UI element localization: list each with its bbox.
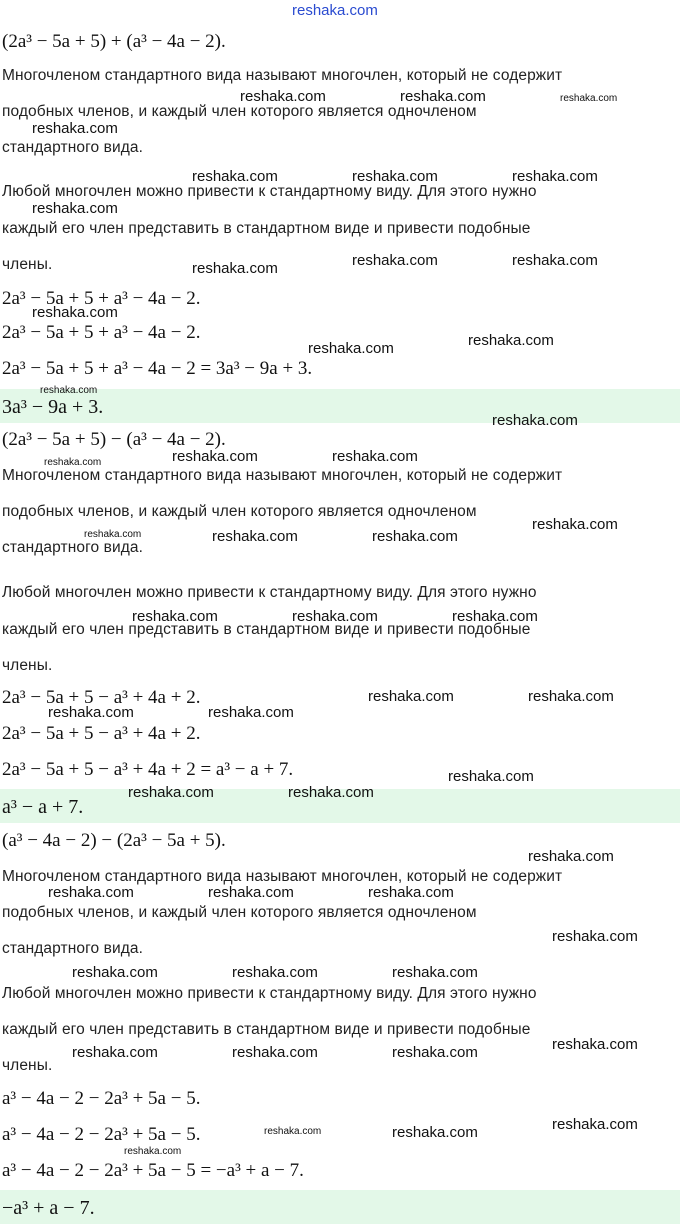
watermark: reshaka.com xyxy=(308,340,394,357)
rule-line-3c: члены. xyxy=(2,1057,53,1074)
watermark: reshaka.com xyxy=(48,884,134,901)
definition-line-3a: Многочленом стандартного вида называют многочлен, который не содержит xyxy=(2,868,563,885)
watermark: reshaka.com xyxy=(72,964,158,981)
watermark: reshaka.com xyxy=(352,168,438,185)
definition-line-1a: Многочленом стандартного вида называют многочлен, который не содержит xyxy=(2,67,563,84)
watermark: reshaka.com xyxy=(44,457,102,468)
watermark: reshaka.com xyxy=(288,784,374,801)
watermark: reshaka.com xyxy=(512,252,598,269)
answer-band-3 xyxy=(0,1190,680,1224)
step-2-2: 2a³ − 5a + 5 − a³ + 4a + 2. xyxy=(2,723,201,744)
rule-line-1b: каждый его член представить в стандартном виде и привести подобные xyxy=(2,220,531,237)
watermark: reshaka.com xyxy=(264,1126,322,1137)
watermark: reshaka.com xyxy=(528,848,614,865)
watermark: reshaka.com xyxy=(368,884,454,901)
definition-line-2c: стандартного вида. xyxy=(2,539,143,556)
watermark: reshaka.com xyxy=(532,516,618,533)
answer-1: 3a³ − 9a + 3. xyxy=(2,396,104,418)
watermark: reshaka.com xyxy=(172,448,258,465)
watermark: reshaka.com xyxy=(392,1044,478,1061)
step-1-2: 2a³ − 5a + 5 + a³ − 4a − 2. xyxy=(2,322,201,343)
watermark: reshaka.com xyxy=(232,964,318,981)
watermark: reshaka.com xyxy=(492,412,578,429)
watermark: reshaka.com xyxy=(124,1146,182,1157)
answer-3: −a³ + a − 7. xyxy=(2,1197,95,1219)
watermark: reshaka.com xyxy=(208,704,294,721)
rule-line-3b: каждый его член представить в стандартном виде и привести подобные xyxy=(2,1021,531,1038)
watermark: reshaka.com xyxy=(132,608,218,625)
watermark: reshaka.com xyxy=(212,528,298,545)
watermark: reshaka.com xyxy=(240,88,326,105)
rule-line-2a: Любой многочлен можно привести к стандартному виду. Для этого нужно xyxy=(2,584,537,601)
rule-line-3a: Любой многочлен можно привести к стандартному виду. Для этого нужно xyxy=(2,985,537,1002)
watermark: reshaka.com xyxy=(452,608,538,625)
watermark: reshaka.com xyxy=(552,928,638,945)
watermark: reshaka.com xyxy=(352,252,438,269)
step-2-3: 2a³ − 5a + 5 − a³ + 4a + 2 = a³ − a + 7. xyxy=(2,759,294,780)
watermark: reshaka.com xyxy=(448,768,534,785)
rule-line-2c: члены. xyxy=(2,657,53,674)
watermark: reshaka.com xyxy=(232,1044,318,1061)
watermark: reshaka.com xyxy=(400,88,486,105)
watermark: reshaka.com xyxy=(208,884,294,901)
watermark: reshaka.com xyxy=(468,332,554,349)
watermark: reshaka.com xyxy=(192,260,278,277)
watermark: reshaka.com xyxy=(32,304,118,321)
step-2-1: 2a³ − 5a + 5 − a³ + 4a + 2. xyxy=(2,687,201,708)
watermark: reshaka.com xyxy=(552,1116,638,1133)
watermark: reshaka.com xyxy=(332,448,418,465)
watermark: reshaka.com xyxy=(48,704,134,721)
rule-line-1a: Любой многочлен можно привести к стандартному виду. Для этого нужно xyxy=(2,183,537,200)
watermark: reshaka.com xyxy=(372,528,458,545)
step-3-3: a³ − 4a − 2 − 2a³ + 5a − 5 = −a³ + a − 7. xyxy=(2,1160,304,1181)
expression-3: (a³ − 4a − 2) − (2a³ − 5a + 5). xyxy=(2,830,226,851)
expression-2: (2a³ − 5a + 5) − (a³ − 4a − 2). xyxy=(2,429,226,450)
watermark: reshaka.com xyxy=(32,200,118,217)
watermark: reshaka.com xyxy=(552,1036,638,1053)
watermark: reshaka.com xyxy=(560,93,618,104)
watermark: reshaka.com xyxy=(128,784,214,801)
watermark: reshaka.com xyxy=(32,120,118,137)
watermark: reshaka.com xyxy=(192,168,278,185)
expression-1: (2a³ − 5a + 5) + (a³ − 4a − 2). xyxy=(2,31,226,52)
step-3-1: a³ − 4a − 2 − 2a³ + 5a − 5. xyxy=(2,1088,201,1109)
watermark-top: reshaka.com xyxy=(292,2,378,19)
watermark: reshaka.com xyxy=(512,168,598,185)
watermark: reshaka.com xyxy=(292,608,378,625)
step-1-1: 2a³ − 5a + 5 + a³ − 4a − 2. xyxy=(2,288,201,309)
step-3-2: a³ − 4a − 2 − 2a³ + 5a − 5. xyxy=(2,1124,201,1145)
watermark: reshaka.com xyxy=(72,1044,158,1061)
rule-line-2b: каждый его член представить в стандартном виде и привести подобные xyxy=(2,621,531,638)
rule-line-1c: члены. xyxy=(2,256,53,273)
watermark: reshaka.com xyxy=(528,688,614,705)
definition-line-2b: подобных членов, и каждый член которого является одночленом xyxy=(2,503,477,520)
definition-line-3b: подобных членов, и каждый член которого является одночленом xyxy=(2,904,477,921)
watermark: reshaka.com xyxy=(392,1124,478,1141)
answer-2: a³ − a + 7. xyxy=(2,796,84,818)
answer-band-1 xyxy=(0,389,680,423)
definition-line-1c: стандартного вида. xyxy=(2,139,143,156)
watermark: reshaka.com xyxy=(40,385,98,396)
definition-line-3c: стандартного вида. xyxy=(2,940,143,957)
watermark: reshaka.com xyxy=(368,688,454,705)
watermark: reshaka.com xyxy=(84,529,142,540)
watermark: reshaka.com xyxy=(392,964,478,981)
step-1-3: 2a³ − 5a + 5 + a³ − 4a − 2 = 3a³ − 9a + 3. xyxy=(2,358,313,379)
definition-line-1b: подобных членов, и каждый член которого является одночленом xyxy=(2,103,477,120)
definition-line-2a: Многочленом стандартного вида называют многочлен, который не содержит xyxy=(2,467,563,484)
